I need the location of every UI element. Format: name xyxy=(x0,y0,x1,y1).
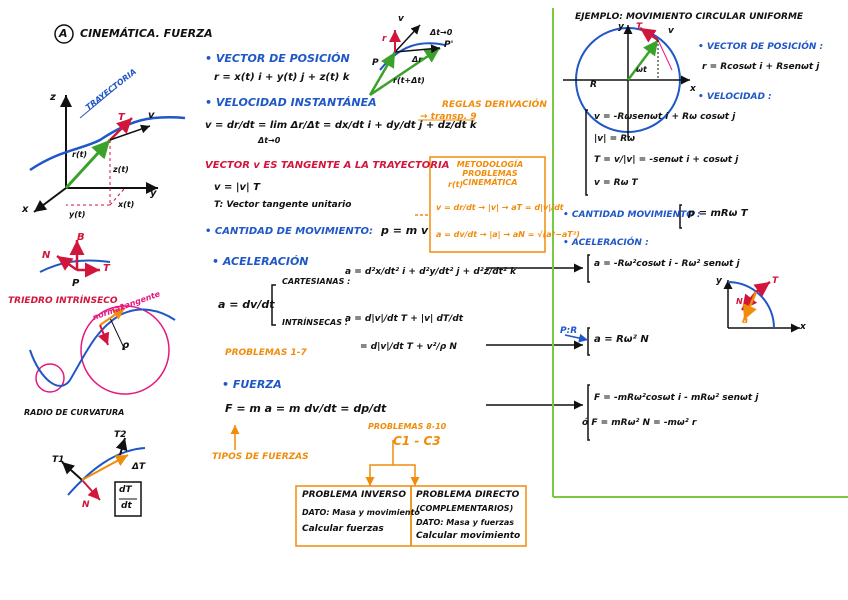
top-r-label: r xyxy=(382,34,387,44)
directo-sub: (COMPLEMENTARIOS) xyxy=(416,504,514,513)
right-r-label: R xyxy=(590,80,597,90)
reglas-label: REGLAS DERIVACIÓN xyxy=(442,100,547,110)
right-wt-label: ωt xyxy=(636,65,647,74)
right-a2-label: a xyxy=(742,316,749,326)
delta-t-diagram xyxy=(62,438,145,516)
n-label: N xyxy=(42,250,51,261)
met-v: v = dr/dt → |v| → aT = d|v|/dt xyxy=(436,203,564,212)
x-t-label: x(t) xyxy=(118,200,135,209)
intr-label: INTRÍNSECAS : xyxy=(282,318,348,327)
top-v-label: v xyxy=(398,14,404,24)
cart-label: CARTESIANAS : xyxy=(282,277,351,286)
header-letter: A xyxy=(59,27,68,40)
met-a: a = dv/dt → |a| → aN = √(a²−aT²) xyxy=(436,230,580,239)
problemas-8-10: PROBLEMAS 8-10 xyxy=(368,422,447,431)
top-p2-label: P' xyxy=(444,40,454,50)
axis-y-label: y xyxy=(150,188,157,199)
right-vel-eq1: v = -Rωsenωt i + Rω cosωt j xyxy=(594,112,736,122)
cart-eq: a = d²x/dt² i + d²y/dt² j + d²z/dt² k xyxy=(345,267,517,277)
triedro-label: TRIEDRO INTRÍNSECO xyxy=(8,296,118,306)
right-f-eq1: F = -mRω²cosωt i - mRω² senωt j xyxy=(594,393,759,403)
right-pos-eq: r = Rcosωt i + Rsenωt j xyxy=(702,62,820,72)
pos-title: • VECTOR DE POSICIÓN xyxy=(205,52,350,65)
transp-label: → transp. 9 xyxy=(420,112,477,122)
inverso-title: PROBLEMA INVERSO xyxy=(302,490,407,500)
t2b-label: T2 xyxy=(114,430,127,440)
acel-title: • ACELERACIÓN xyxy=(212,255,309,268)
vel-lim: Δt→0 xyxy=(258,136,281,145)
t-label: T xyxy=(118,112,125,123)
top-dt-label: Δt→0 xyxy=(430,28,453,37)
right-acel-eq2: a = Rω² N xyxy=(594,334,649,345)
ejemplo-title: EJEMPLO: MOVIMIENTO CIRCULAR UNIFORME xyxy=(575,12,804,22)
tipos-fuerzas: TIPOS DE FUERZAS xyxy=(212,452,309,462)
inverso-2: Calcular fuerzas xyxy=(302,524,384,534)
right-f-eq2: ó F = mRω² N = -mω² r xyxy=(582,418,697,428)
cant-title: • CANTIDAD DE MOVIMIENTO: xyxy=(205,226,374,237)
directo-2: Calcular movimiento xyxy=(416,531,521,541)
right-vel-eq3: T = v/|v| = -senωt i + cosωt j xyxy=(594,155,739,165)
trajectory-diagram xyxy=(30,88,185,212)
right-cant-eq: p = mRω T xyxy=(688,208,748,219)
right-t-label: T xyxy=(636,22,643,32)
right-n2-label: N xyxy=(736,297,743,306)
dtdt-num: dT xyxy=(119,485,132,495)
z-t-label: z(t) xyxy=(113,165,129,174)
top-r2-label: r(t+Δt) xyxy=(393,76,425,85)
axis-x-label: x xyxy=(22,204,29,215)
right-y-label: y xyxy=(618,22,624,32)
t-def: T: Vector tangente unitario xyxy=(214,200,352,210)
right-cant-title: • CANTIDAD MOVIMIENTO : xyxy=(563,210,701,220)
right-acel-eq: a = -Rω²cosωt i - Rω² senωt j xyxy=(594,259,740,269)
rho-label: ρ xyxy=(122,340,130,351)
trajectory-label: TRAYECTORIA xyxy=(84,67,139,113)
a-def: a = dv/dt xyxy=(218,298,275,311)
fuerza-eq: F = m a = m dv/dt = dp/dt xyxy=(225,402,387,415)
right-t2-label: T xyxy=(772,276,779,286)
right-vel-eq4: v = Rω T xyxy=(594,178,638,188)
directo-1: DATO: Masa y fuerzas xyxy=(416,518,514,527)
right-vel-title: • VELOCIDAD : xyxy=(698,92,772,102)
t1-label: T1 xyxy=(52,455,65,465)
radio-label: RADIO DE CURVATURA xyxy=(24,408,125,417)
dtdt-den: dt xyxy=(121,501,132,511)
pos-eq: r = x(t) i + y(t) j + z(t) k xyxy=(214,72,350,83)
page-title: CINEMÁTICA. FUERZA xyxy=(80,27,213,40)
right-acel-title: • ACELERACIÓN : xyxy=(563,238,649,248)
c1-c3: C1 - C3 xyxy=(393,434,441,448)
y-t-label: y(t) xyxy=(69,210,86,219)
r-t-label: r(t) xyxy=(72,150,88,159)
inverso-1: DATO: Masa y movimiento xyxy=(302,508,420,517)
top-dr-label: Δr xyxy=(412,55,423,64)
right-pr-label: P:R xyxy=(560,326,578,336)
axis-z-label: z xyxy=(50,92,56,103)
v-mod-eq: v = |v| T xyxy=(214,182,260,193)
right-v-label: v xyxy=(668,26,674,36)
right-pos-title: • VECTOR DE POSICIÓN : xyxy=(698,42,824,52)
t2-label: T xyxy=(103,263,110,274)
right-vel-eq2: |v| = Rω xyxy=(594,134,636,144)
fuerza-title: • FUERZA xyxy=(222,378,282,391)
directo-title: PROBLEMA DIRECTO xyxy=(416,490,520,500)
right-x-label: x xyxy=(690,84,696,94)
b-label: B xyxy=(77,232,85,243)
n2-label: N xyxy=(102,333,109,342)
vel-eq: v = dr/dt = lim Δr/Δt = dx/dt i + dy/dt j + dz/dt k xyxy=(205,120,477,131)
metodologia-title: METODOLOGÍA PROBLEMAS CINEMÁTICA xyxy=(456,160,524,187)
tangente-title: VECTOR v ES TANGENTE A LA TRAYECTORIA xyxy=(205,160,450,171)
cant-eq: p = m v xyxy=(381,224,429,237)
vel-title: • VELOCIDAD INSTANTÁNEA xyxy=(205,96,377,109)
right-y2-label: y xyxy=(716,276,722,286)
triedro-diagram xyxy=(40,240,110,272)
normal-label: normal xyxy=(91,302,125,323)
dt-label: ΔT xyxy=(132,462,146,472)
p-label: P xyxy=(72,278,80,289)
v-label: v xyxy=(148,110,155,121)
intr-eq2: = d|v|/dt T + v²/ρ N xyxy=(360,342,457,352)
top-p-label: P xyxy=(372,58,379,68)
right-x2-label: x xyxy=(800,322,806,332)
intr-eq1: a = d|v|/dt T + |v| dT/dt xyxy=(345,314,464,324)
problemas-1-7: PROBLEMAS 1-7 xyxy=(225,348,307,358)
tangente-label: tangente xyxy=(119,289,162,312)
met-r: r(t) xyxy=(448,180,464,189)
n3-label: N xyxy=(82,500,90,510)
